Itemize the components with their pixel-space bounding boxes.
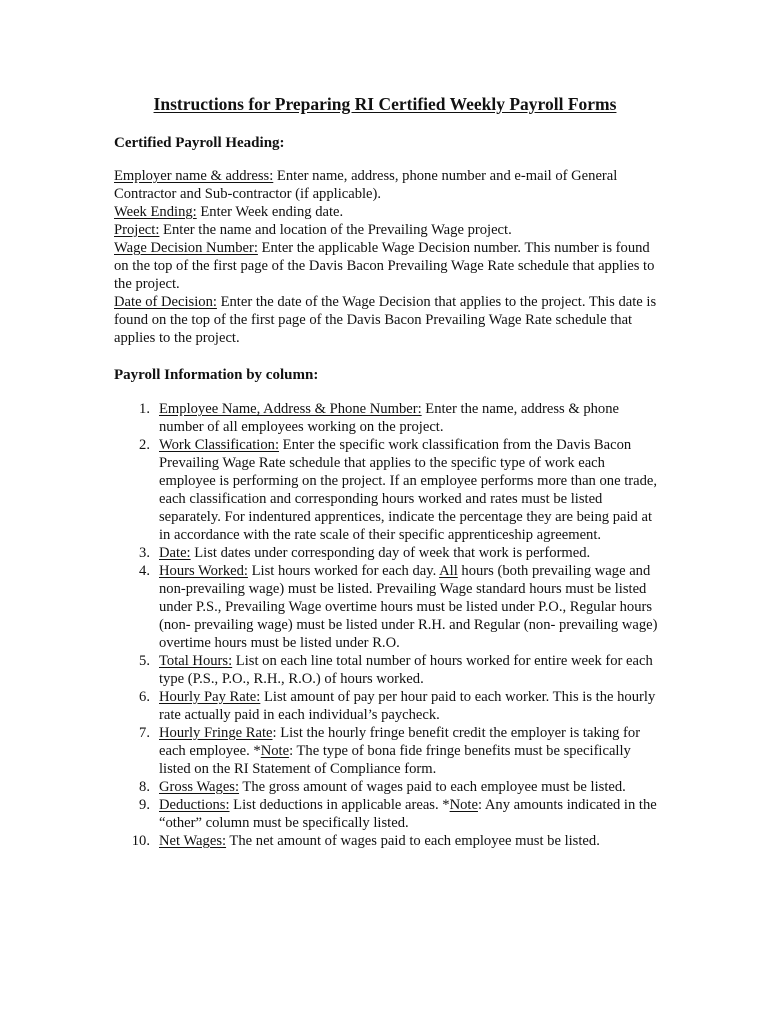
- list-item: [114, 544, 662, 562]
- list-item-number: 6.: [139, 689, 150, 705]
- payroll-information-heading: Payroll Information by column:: [114, 367, 319, 383]
- column-description: The gross amount of wages paid to each employee must be listed.: [239, 779, 626, 795]
- column-description: List amount of pay per hour paid to each worker. This is the hourly rate actually paid in each individual’s paycheck.: [159, 689, 656, 723]
- field-label: Week Ending:: [114, 204, 197, 220]
- list-item-number: 4.: [139, 563, 150, 579]
- field-description: Enter the applicable Wage Decision number. This number is found on the top of the first page of the Davis Bacon Prevailing Wage Rate schedule that applies to the project.: [114, 240, 655, 292]
- column-label: Gross Wages:: [159, 779, 240, 795]
- column-description-continued: : Any amounts indicated in the “other” column must be specifically listed.: [159, 797, 657, 831]
- list-item: [114, 688, 662, 724]
- column-description: List deductions in applicable areas. *: [229, 797, 450, 813]
- note-label: Note: [449, 797, 478, 813]
- column-label: Total Hours:: [159, 653, 233, 669]
- column-label: Employee Name, Address & Phone Number:: [159, 401, 422, 417]
- column-description: Enter the specific work classification from the Davis Bacon Prevailing Wage Rate schedule that applies to the specific type of work each employee is performing on the project. If an employee performs more than one trade, each classification and corresponding hours worked and rates must be listed separately. For indentured apprentices, indicate the percentage they are being paid at in accordance with the rate scale of their specific apprenticeship agreement.: [159, 437, 658, 543]
- list-item-number: 9.: [139, 797, 150, 813]
- list-item: [114, 562, 662, 652]
- field-description: Enter Week ending date.: [196, 204, 344, 220]
- week-ending-field-instruction: [114, 203, 659, 221]
- field-label: Wage Decision Number:: [114, 240, 258, 256]
- column-description: The net amount of wages paid to each employee must be listed.: [226, 833, 600, 849]
- column-label: Deductions:: [159, 797, 230, 813]
- document-title: Instructions for Preparing RI Certified Weekly Payroll Forms: [153, 94, 617, 114]
- list-item: [114, 724, 662, 778]
- list-item-number: 8.: [139, 779, 150, 795]
- column-description: Enter the name, address & phone number of all employees working on the project.: [159, 401, 619, 435]
- list-item-number: 10.: [131, 833, 150, 849]
- list-item: [114, 832, 662, 850]
- column-description-continued: hours (both prevailing wage and non-prevailing wage) must be listed. Prevailing Wage standard hours must be listed under P.S., Prevailing Wage overtime hours must be listed under P.O., Regular hours (non- prevailing wage) must be listed under R.H. and Regular (non- prevailing wage) overtime hours must be listed under R.O.: [159, 563, 658, 651]
- emphasis-label: All: [439, 563, 458, 579]
- certified-payroll-heading-fields: [114, 167, 659, 347]
- list-item-number: 1.: [139, 401, 150, 417]
- list-item-number: 5.: [139, 653, 150, 669]
- field-description: Enter the name and location of the Prevailing Wage project.: [159, 222, 512, 238]
- certified-payroll-heading-title: Certified Payroll Heading:: [114, 135, 285, 151]
- list-item-number: 3.: [139, 545, 150, 561]
- date-of-decision-field-instruction: [114, 293, 659, 347]
- column-label: Hourly Pay Rate:: [159, 689, 261, 705]
- project-field-instruction: [114, 221, 659, 239]
- column-label: Hours Worked:: [159, 563, 248, 579]
- list-item: [114, 436, 662, 544]
- list-item: [114, 652, 662, 688]
- column-label: Net Wages:: [159, 833, 227, 849]
- employer-name-field-instruction: [114, 167, 659, 203]
- field-label: Employer name & address:: [114, 168, 274, 184]
- field-description: Enter the date of the Wage Decision that applies to the project. This date is found on the top of the first page of the Davis Bacon Prevailing Wage Rate schedule that applies to the project.: [114, 294, 657, 346]
- column-label: Date:: [159, 545, 191, 561]
- field-label: Project:: [114, 222, 160, 238]
- list-item-number: 7.: [139, 725, 150, 741]
- list-item: [114, 400, 662, 436]
- column-label: Hourly Fringe Rate: [159, 725, 273, 741]
- field-description: Enter name, address, phone number and e-mail of General Contractor and Sub-contractor (if applicable).: [114, 168, 618, 202]
- column-description: List on each line total number of hours worked for entire week for each type (P.S., P.O., R.H., R.O.) of hours worked.: [159, 653, 653, 687]
- column-description: List hours worked for each day.: [247, 563, 440, 579]
- column-label: Work Classification:: [159, 437, 280, 453]
- list-item: [114, 796, 662, 832]
- list-item-number: 2.: [139, 437, 150, 453]
- column-description: List dates under corresponding day of week that work is performed.: [190, 545, 591, 561]
- payroll-column-list: [114, 400, 662, 850]
- list-item: [114, 778, 662, 796]
- column-description-continued: : The type of bona fide fringe benefits must be specifically listed on the RI Statement of Compliance form.: [159, 743, 631, 777]
- field-label: Date of Decision:: [114, 294, 217, 310]
- wage-decision-number-field-instruction: [114, 239, 659, 293]
- column-description: : List the hourly fringe benefit credit the employer is taking for each employee. *: [159, 725, 641, 759]
- note-label: Note: [260, 743, 290, 759]
